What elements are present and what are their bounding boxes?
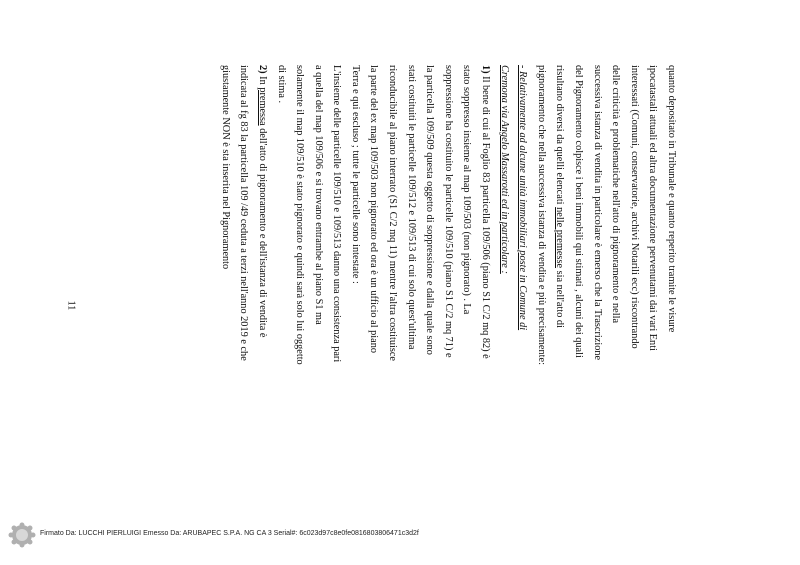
text-span: In bbox=[256, 73, 268, 88]
text-line bbox=[457, 65, 476, 440]
text-span: solamente il map 109/510 è stato pignorato e quindi sarà solo lui oggetto bbox=[294, 65, 306, 365]
text-span: riconducibile al piano interrato (S1 C/2 mq 11) mentre l'altra costituisce bbox=[387, 65, 399, 361]
text-line bbox=[606, 65, 625, 440]
text-line bbox=[513, 65, 532, 440]
text-line bbox=[475, 65, 494, 440]
text-span: a quella del map 109/506 e si trovano entrambe al piano S1 ma bbox=[312, 65, 324, 325]
underlined-text: nelle premesse bbox=[554, 207, 566, 269]
text-line bbox=[568, 65, 587, 440]
text-line bbox=[643, 65, 662, 440]
text-span: ipocatastali attuali ed altra documentazione pervenutami dai vari Enti bbox=[647, 65, 659, 351]
text-line bbox=[420, 65, 439, 440]
document-body bbox=[120, 65, 680, 440]
text-line bbox=[401, 65, 420, 440]
text-line bbox=[271, 65, 290, 440]
text-line bbox=[624, 65, 643, 440]
text-span: Il bene di cui al Foglio 83 particella 109/506 (piano S1 C/2 mq 82) è bbox=[480, 73, 492, 359]
text-line bbox=[438, 65, 457, 440]
text-line bbox=[494, 65, 513, 440]
underlined-text: premessa bbox=[256, 87, 268, 126]
text-line bbox=[308, 65, 327, 440]
text-span: del Pignoramento colpisce i beni immobili qui stimati , alcuni dei quali bbox=[573, 65, 585, 358]
text-line bbox=[661, 65, 680, 440]
section-heading: - Relativamente ad alcune unità immobiliari poste in Comune di bbox=[517, 65, 529, 331]
text-span: sia nell'atto di bbox=[554, 268, 566, 328]
text-span: interessati (Comuni, conservatorie, archivi Notarili ecc) riscontrando bbox=[628, 65, 640, 349]
text-span: giustamente NON è sta inserita nel Pignoramento bbox=[219, 65, 231, 270]
text-line bbox=[550, 65, 569, 440]
text-line bbox=[531, 65, 550, 440]
text-span: di stima . bbox=[275, 65, 287, 104]
seal-icon bbox=[8, 522, 36, 548]
text-span: stato soppresso insieme al map 109/503 (non pignorato) . La bbox=[461, 65, 473, 315]
signature-footer bbox=[0, 520, 800, 550]
text-span: la parte del ex map 109/503 non pignorato ed ora è un ufficio al piano bbox=[368, 65, 380, 354]
text-span: Terra e qui escluso ; tutte le particelle sono intestate : bbox=[349, 65, 361, 284]
text-span: delle criticità e problematiche nell'atto di pignoramento e nella bbox=[610, 65, 622, 324]
text-span: stati costituiti le particelle 109/512 e 109/513 di cui solo quest'ultima bbox=[405, 65, 417, 350]
text-span: la particella 109/509 questa oggetto di soppressione e dalla quale sono bbox=[424, 65, 436, 355]
text-span: L'insieme delle particelle 109/510 e 109/513 danno una consistenza pari bbox=[331, 65, 343, 363]
item-number: 1) bbox=[480, 65, 492, 74]
text-line bbox=[290, 65, 309, 440]
text-span: indicata al fg 83 la particella 109 /49 ceduta a terzi nell'anno 2019 e che bbox=[238, 65, 250, 361]
text-line bbox=[364, 65, 383, 440]
item-number: 2) bbox=[256, 65, 268, 74]
text-span: successiva istanza di vendita in particolare è emerso che la Trascrizione bbox=[591, 65, 603, 361]
digital-signature-text: Firmato Da: LUCCHI PIERLUIGI Emesso Da: ARUBAPEC S.P.A. NG CA 3 Serial#: 6c023d97c8e0fe0816803806471c3d2f bbox=[40, 530, 419, 537]
text-span: quanto depositato in Tribunale e quanto reperito tramite le visure bbox=[666, 65, 677, 333]
section-heading: Cremona via Angelo Massarotti ed in particolare : bbox=[498, 65, 510, 274]
text-line bbox=[252, 65, 271, 440]
text-line bbox=[383, 65, 402, 440]
page-number: 11 bbox=[65, 300, 77, 311]
text-line bbox=[327, 65, 346, 440]
text-line bbox=[345, 65, 364, 440]
text-span: risultano diversi da quelli elencati bbox=[554, 65, 566, 208]
text-span: soppressione ha costituito le particelle 109/510 (piano S1 C/2 mq 71) e bbox=[442, 65, 454, 358]
text-line bbox=[587, 65, 606, 440]
text-span: dell'atto di pignoramento e dell'istanza di vendita è bbox=[256, 125, 268, 338]
text-line bbox=[234, 65, 253, 440]
text-span: pignoramento che nella successiva istanza di vendita e più precisamente: bbox=[535, 65, 547, 365]
text-line bbox=[215, 65, 234, 440]
